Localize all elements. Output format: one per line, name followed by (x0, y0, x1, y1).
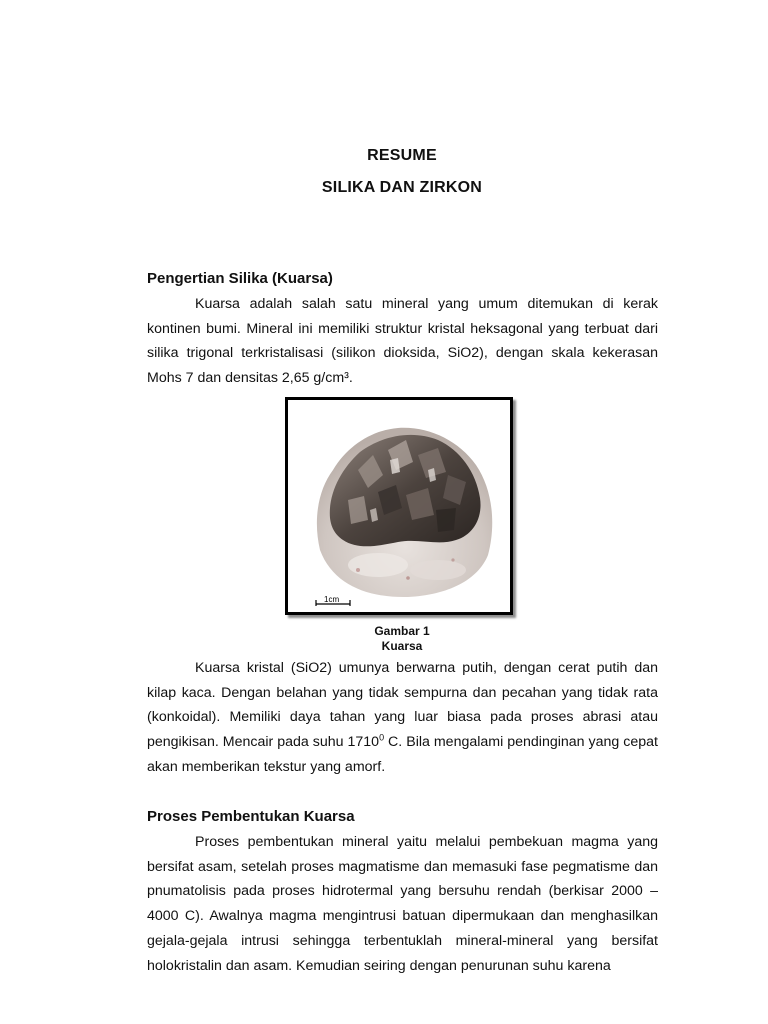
degree-superscript: 0 (379, 732, 385, 743)
document-subtitle: SILIKA DAN ZIRKON (321, 179, 483, 196)
quartz-image (288, 400, 510, 612)
section-heading-pembentukan: Proses Pembentukan Kuarsa (147, 808, 355, 825)
figure-caption (0, 624, 768, 654)
paragraph-quartz-properties (147, 656, 658, 780)
paragraph-formation-process: Proses pembentukan mineral yaitu melalui pembekuan magma yang bersifat asam, setelah proses magmatisme dan memasuki fase pegmatisme dan pnumatolisis pada proses hidrotermal yang bersuhu rendah (berkisar 2000 – 4000 C). Awalnya magma mengintrusi batuan dipermukaan dan menghasilkan gejala-gejala intrusi sehingga terbentuklah mineral-mineral yang bersifat holokristalin dan asam. Kemudian seiring dengan penurunan suhu karena (147, 834, 658, 974)
paragraph-quartz-properties-text1: Kuarsa kristal (SiO2) umunya berwarna putih, dengan cerat putih dan kilap kaca. Dengan belahan yang tidak sempurna dan pecahan yang tidak rata (konkoidal). Memiliki daya tahan yang luar biasa pada proses abrasi atau pengikisan. Mencair pada suhu 1710 (147, 660, 658, 751)
quartz-figure (285, 397, 513, 615)
document-title: RESUME (367, 147, 437, 164)
paragraph-quartz-properties-text2: C. Bila mengalami pendinginan yang cepat akan memberikan tekstur yang amorf. (147, 734, 658, 775)
section-heading-silika: Pengertian Silika (Kuarsa) (147, 270, 333, 287)
figure-caption-title: Kuarsa (381, 639, 423, 653)
scale-bar-label: 1cm (324, 595, 340, 604)
paragraph-silika-definition: Kuarsa adalah salah satu mineral yang umum ditemukan di kerak kontinen bumi. Mineral ini memiliki struktur kristal heksagonal yang terbuat dari silika trigonal terkristalisasi (silikon dioksida, SiO2), dengan skala kekerasan Mohs 7 dan densitas 2,65 g/cm³. (147, 296, 658, 387)
figure-caption-number: Gambar 1 (374, 624, 430, 638)
